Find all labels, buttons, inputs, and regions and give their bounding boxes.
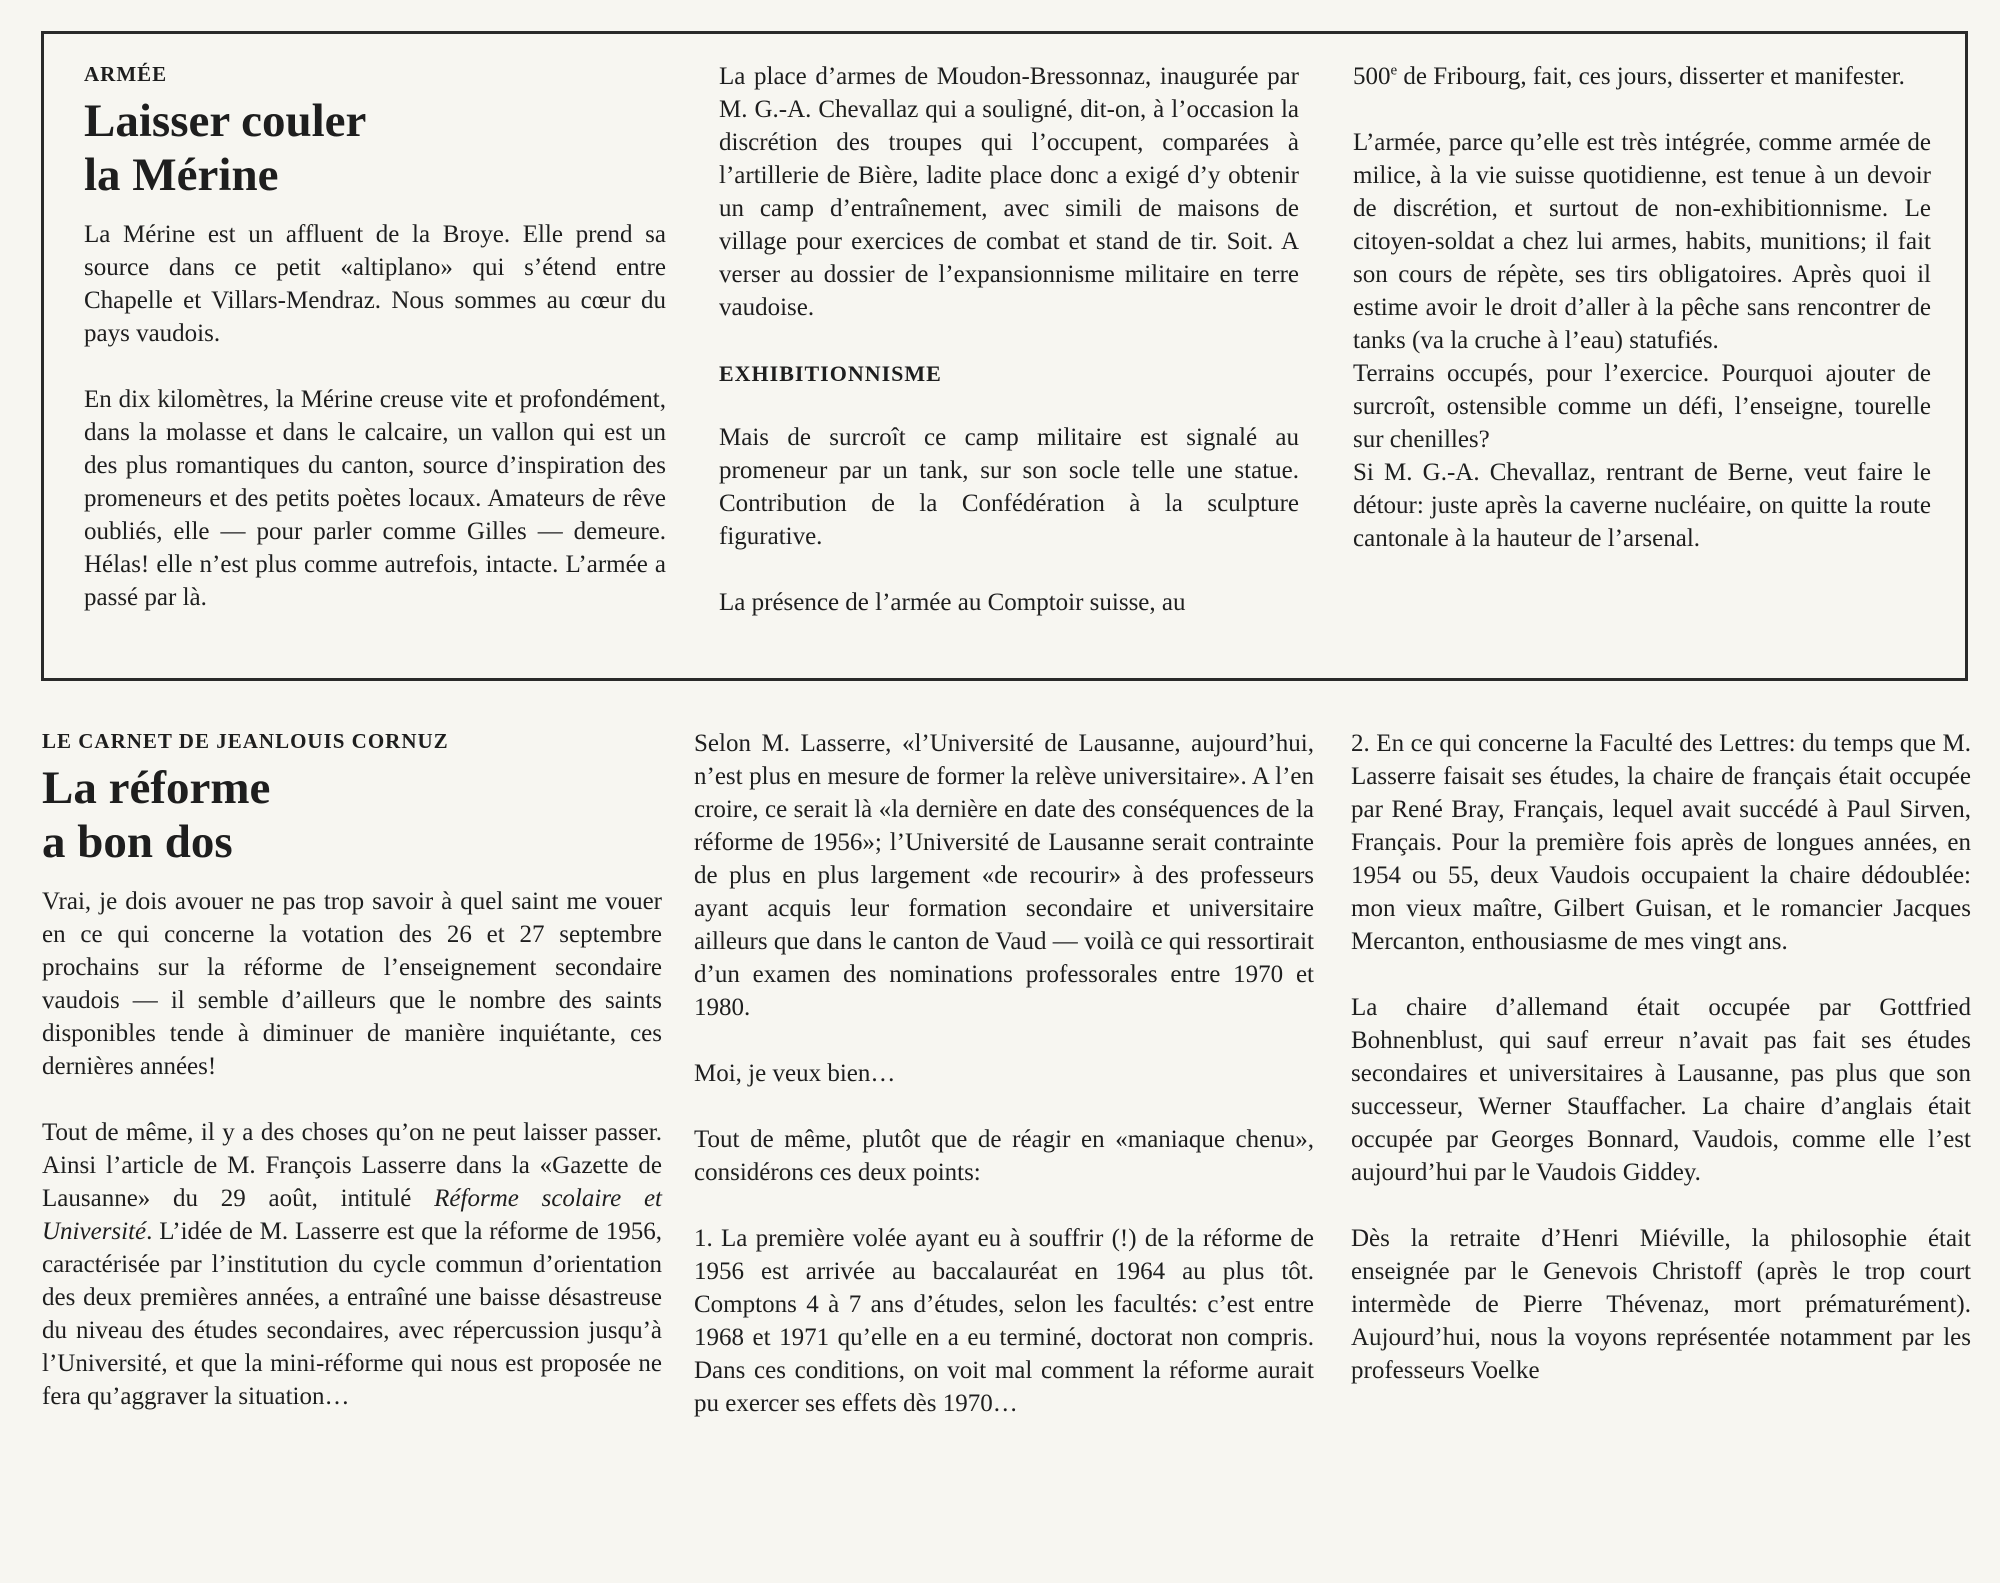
cornuz-paragraph: Moi, je veux bien… xyxy=(694,1060,896,1087)
cornuz-headline xyxy=(42,761,662,869)
cornuz-paragraph: La chaire d’allemand était occupée par Gottfried Bohnenblust, qui sauf erreur n’avait pas fait ses études secondaires et universitaires à Lausanne, pas plus que son successeur, Werner Stauffacher. La chaire d’anglais était occupée par Georges Bonnard, Vaudois, comme elle l’est aujourd’hui par le Vaudois Giddey. xyxy=(1351,994,1971,1186)
cornuz-paragraph: 2. En ce qui concerne la Faculté des Lettres: du temps que M. Lasserre faisait ses études, la chaire de français était occupée par René Bray, Français, lequel avait succédé à Paul Sirven, Français. Pour la première fois après de longues années, en 1954 ou 55, deux Vaudois occupaient la chaire dédoublée: mon vieux maître, Gilbert Guisan, et le romancier Jacques Mercanton, enthousiasme de mes vingt ans. xyxy=(1351,730,1971,955)
cornuz-headline-line1: La réforme xyxy=(42,762,271,814)
armee-column-3 xyxy=(1353,60,1931,555)
cornuz-column-2 xyxy=(694,727,1314,1420)
armee-paragraph: Terrains occupés, pour l’exercice. Pourquoi ajouter de surcroît, ostensible comme un défi, l’enseigne, tourelle sur chenilles? xyxy=(1353,360,1931,453)
armee-paragraph: L’armée, parce qu’elle est très intégrée, comme armée de milice, à la vie suisse quotidienne, est tenue à un devoir de discrétion, et surtout de non-exhibitionnisme. Le citoyen-soldat a chez lui armes, habits, munitions; il fait son cours de répète, ses tirs obligatoires. Après quoi il estime avoir le droit d’aller à la pêche sans rencontrer de tanks (va la cruche à l’eau) statufiés. xyxy=(1353,129,1931,354)
armee-column-2 xyxy=(719,60,1299,619)
armee-paragraph: En dix kilomètres, la Mérine creuse vite et profondément, dans la molasse et dans le calcaire, un vallon qui est un des plus romantiques du canton, source d’inspiration des promeneurs et des petits poètes locaux. Amateurs de rêve oubliés, elle — pour parler comme Gilles — demeure. Hélas! elle n’est plus comme autrefois, intacte. L’armée a passé par là. xyxy=(84,386,666,611)
cornuz-paragraph: 1. La première volée ayant eu à souffrir (!) de la réforme de 1956 est arrivée au baccalauréat en 1964 au plus tôt. Comptons 4 à 7 ans d’études, selon les facultés: c’est entre 1968 et 1971 qu’elle en a eu terminé, doctorat non compris. Dans ces conditions, on voit mal comment la réforme aurait pu exercer ses effets dès 1970… xyxy=(694,1225,1314,1417)
cornuz-paragraph: Dès la retraite d’Henri Miéville, la philosophie était enseignée par le Genevois Christoff (après le trop court intermède de Pierre Thévenaz, mort prématurément). Aujourd’hui, nous la voyons représentée notamment par les professeurs Voelke xyxy=(1351,1225,1971,1384)
armee-paragraph: La présence de l’armée au Comptoir suisse, au xyxy=(719,589,1186,616)
armee-headline xyxy=(84,94,666,202)
armee-headline-line2: la Mérine xyxy=(84,149,279,201)
armee-paragraph: La Mérine est un affluent de la Broye. Elle prend sa source dans ce petit «altiplano» qui s’étend entre Chapelle et Villars-Mendraz. Nous sommes au cœur du pays vaudois. xyxy=(84,221,666,347)
cornuz-text: . L’idée de M. Lasserre est que la réforme de 1956, caractérisée par l’institution du cycle commun d’orientation des deux premières années, a entraîné une baisse désastreuse du niveau des études secondaires, avec répercussion jusqu’à l’Université, et que la mini-réforme qui nous est proposée ne fera qu’aggraver la situation… xyxy=(42,1218,662,1410)
cornuz-headline-line2: a bon dos xyxy=(42,816,233,868)
armee-paragraph: Mais de surcroît ce camp militaire est signalé au promeneur par un tank, sur son socle telle une statue. Contribution de la Confédération à la sculpture figurative. xyxy=(719,424,1299,550)
cornuz-paragraph: Vrai, je dois avouer ne pas trop savoir à quel saint me vouer en ce qui concerne la votation des 26 et 27 septembre prochains sur la réforme de l’enseignement secondaire vaudois — il semble d’ailleurs que le nombre des saints disponibles tende à diminuer de manière inquiétante, ces dernières années! xyxy=(42,888,662,1080)
cornuz-column-1 xyxy=(42,727,662,1413)
cornuz-column-3 xyxy=(1351,727,1971,1387)
armee-number: 500 xyxy=(1353,63,1391,90)
article-title-italic: Réforme scolaire et Université xyxy=(42,1185,663,1245)
armee-subhead: EXHIBITIONNISME xyxy=(719,361,942,386)
armee-text: de Fribourg, fait, ces jours, disserter et manifester. xyxy=(1397,63,1905,90)
armee-paragraph: Si M. G.-A. Chevallaz, rentrant de Berne, veut faire le détour: juste après la caverne nucléaire, on quitte la route cantonale à la hauteur de l’arsenal. xyxy=(1353,459,1931,552)
armee-column-1 xyxy=(84,60,666,614)
cornuz-kicker: LE CARNET DE JEANLOUIS CORNUZ xyxy=(42,729,449,753)
cornuz-paragraph xyxy=(42,1116,662,1413)
armee-paragraph: La place d’armes de Moudon-Bressonnaz, inaugurée par M. G.-A. Chevallaz qui a souligné, dit-on, à l’occasion la discrétion des troupes qui l’occupent, comparées à l’artillerie de Bière, ladite place donc a exigé d’y obtenir un camp d’entraînement, avec simili de maisons de village pour exercices de combat et stand de tir. Soit. A verser au dossier de l’expansionnisme militaire en terre vaudoise. xyxy=(719,63,1299,321)
cornuz-paragraph: Selon M. Lasserre, «l’Université de Lausanne, aujourd’hui, n’est plus en mesure de former la relève universitaire». A l’en croire, ce serait là «la dernière en date des conséquences de la réforme de 1956»; l’Université de Lausanne serait contrainte de plus en plus largement «de recourir» à des professeurs ayant acquis leur formation secondaire et universitaire ailleurs que dans le canton de Vaud — voilà ce qui ressortirait d’un examen des nominations professorales entre 1970 et 1980. xyxy=(694,730,1314,1021)
cornuz-text: Tout de même, il y a des choses qu’on ne peut laisser passer. Ainsi l’article de M. François Lasserre dans la «Gazette de Lausanne» du 29 août, intitulé xyxy=(42,1119,662,1212)
armee-paragraph xyxy=(1353,60,1931,93)
armee-kicker: ARMÉE xyxy=(84,62,168,86)
cornuz-paragraph: Tout de même, plutôt que de réagir en «maniaque chenu», considérons ces deux points: xyxy=(694,1126,1314,1186)
armee-headline-line1: Laisser couler xyxy=(84,95,367,147)
armee-superscript: e xyxy=(1390,62,1398,79)
